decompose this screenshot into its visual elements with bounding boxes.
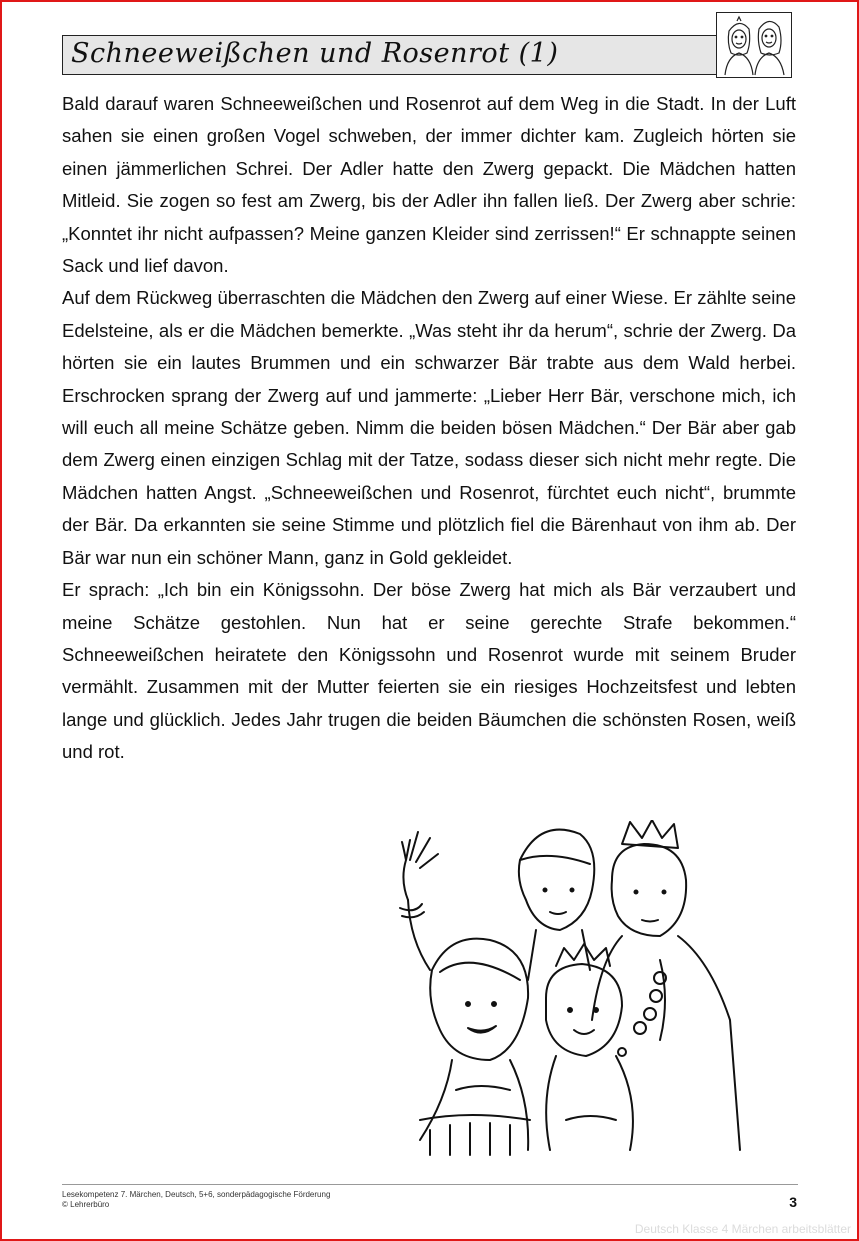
paragraph-3: Er sprach: „Ich bin ein Königssohn. Der böse Zwerg hat mich als Bär verzaubert und meine Schätze gestohlen. Nun hat er seine gerechte Strafe bekommen.“ Schneeweißchen heiratete den Königssohn und Rosenrot wurde mit seinem Bruder vermählt. Zusammen mit der Mutter feierten sie ein riesiges Hochzeitsfest und lebten lange und glücklich. Jedes Jahr trugen die beiden Bäumchen die schönsten Rosen, weiß und rot. [62, 579, 796, 763]
paragraph-2: Auf dem Rückweg überraschten die Mädchen den Zwerg auf einer Wiese. Er zählte seine Edelsteine, als er die Mädchen bemerkte. „Was steht ihr da herum“, schrie der Zwerg. Da hörten sie ein lautes Brummen und ein schwarzer Bär trabte aus dem Wald herbei. Erschrocken sprang der Zwerg auf und jammerte: „Lieber Herr Bär, verschone mich, ich will euch all meine Schätze geben. Nimm die beiden bösen Mädchen.“ Der Bär aber gab dem Zwerg einen einzigen Schlag mit der Tatze, sodass dieser sich nicht mehr regte. Die Mädchen hatten Angst. „Schneeweißchen und Rosenrot, fürchtet euch nicht“, brummte der Bär. Da erkannten sie seine Stimme und plötzlich fiel die Bärenhaut von ihm ab. Der Bär war nun ein schöner Mann, ganz in Gold gekleidet. [62, 287, 796, 568]
footer-divider [62, 1184, 798, 1185]
title-bar [62, 35, 792, 75]
footer-copyright: © Lehrerbüro [62, 1200, 110, 1209]
paragraph-1: Bald darauf waren Schneeweißchen und Rosenrot auf dem Weg in die Stadt. In der Luft sahen sie einen großen Vogel schweben, der immer dichter kam. Zugleich hörten sie einen jämmerlichen Schrei. Der Adler hatte den Zwerg gepackt. Die Mädchen hatten Mitleid. Sie zogen so fest am Zwerg, bis der Adler ihn fallen ließ. Der Zwerg aber schrie: „Konntet ihr nicht aufpassen? Meine ganzen Kleider sind zerrissen!“ Er schnappte seinen Sack und lief davon. [62, 93, 796, 277]
watermark: Deutsch Klasse 4 Märchen arbeitsblätter [634, 1222, 851, 1236]
two-girls-icon [716, 12, 792, 78]
wedding-couples-illustration [360, 820, 790, 1165]
page-title: Schneeweißchen und Rosenrot (1) [71, 38, 559, 69]
story-text [62, 88, 796, 769]
page-number: 3 [789, 1194, 797, 1210]
footer-credits [62, 1190, 330, 1210]
footer-series: Lesekompetenz 7. Märchen, Deutsch, 5+6, sonderpädagogische Förderung [62, 1190, 331, 1199]
